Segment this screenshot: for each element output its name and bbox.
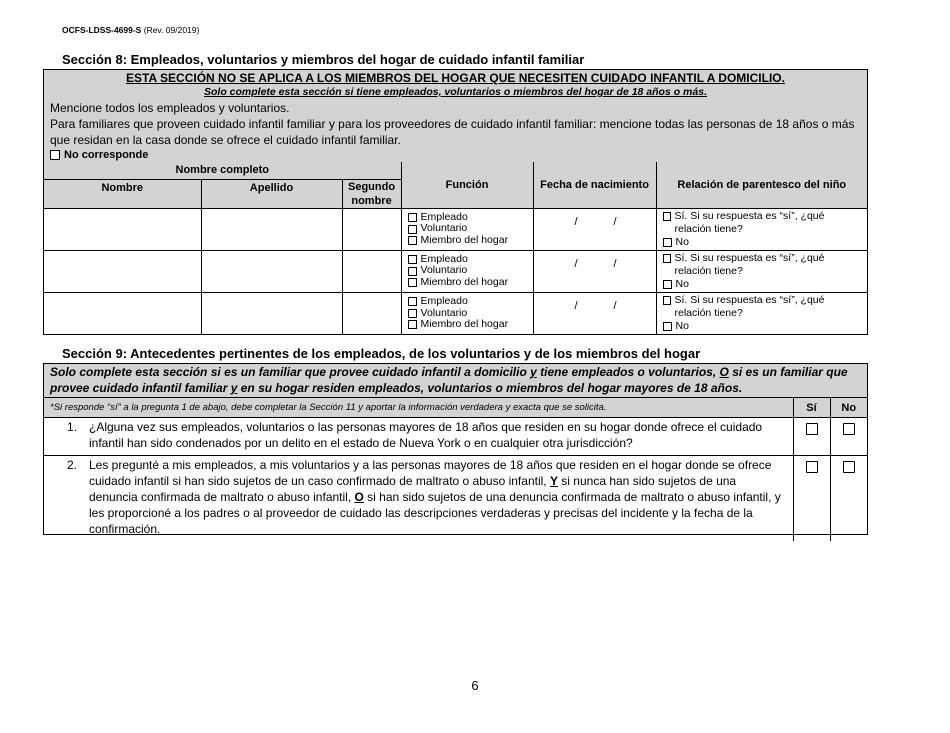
- section8-box: [43, 69, 868, 335]
- relation-yes-option[interactable]: Sí. Si su respuesta es “sí”, ¿qué relación tiene?: [663, 252, 864, 278]
- question-number: 2.: [66, 458, 77, 472]
- date-separator: /: [574, 299, 578, 312]
- question-number: 1.: [66, 420, 77, 434]
- question-2: [44, 456, 793, 542]
- checkbox[interactable]: [408, 309, 417, 318]
- relation-no-option[interactable]: No: [663, 236, 864, 249]
- table-row: [44, 292, 867, 334]
- checkbox[interactable]: [663, 212, 671, 221]
- col-first-name: Nombre: [44, 179, 201, 208]
- table-row: [44, 250, 867, 292]
- checkbox[interactable]: [408, 320, 417, 329]
- no-header: No: [830, 398, 867, 418]
- not-applicable-label: No corresponde: [64, 149, 149, 161]
- relation-yes-option[interactable]: Sí. Si su respuesta es “sí”, ¿qué relación tiene?: [663, 294, 864, 320]
- q2-yes-checkbox[interactable]: [806, 461, 818, 473]
- not-applicable-option[interactable]: [50, 149, 148, 161]
- form-id: [62, 25, 199, 35]
- relation-field: [656, 292, 867, 334]
- form-code: OCFS-LDSS-4699-S: [62, 25, 142, 35]
- middle-name-field[interactable]: [342, 250, 401, 292]
- col-relation: Relación de parentesco del niño: [656, 162, 867, 208]
- checkbox[interactable]: [408, 267, 417, 276]
- role-option-volunteer[interactable]: Voluntario: [408, 265, 533, 277]
- relation-no-option[interactable]: No: [663, 320, 864, 333]
- section8-table: [44, 162, 867, 334]
- col-role: Función: [401, 162, 533, 208]
- checkbox[interactable]: [408, 278, 417, 287]
- middle-name-field[interactable]: [342, 208, 401, 250]
- dob-field[interactable]: [533, 208, 656, 250]
- checkbox[interactable]: [408, 236, 417, 245]
- relation-no-option[interactable]: No: [663, 278, 864, 291]
- role-option-volunteer[interactable]: Voluntario: [408, 308, 533, 320]
- middle-name-field[interactable]: [342, 292, 401, 334]
- section8-header: [44, 70, 867, 162]
- role-option-employee[interactable]: Empleado: [408, 212, 533, 224]
- question-row: [44, 456, 867, 542]
- role-option-employee[interactable]: Empleado: [408, 254, 533, 266]
- checkbox[interactable]: [408, 213, 417, 222]
- yes-header: Sí: [793, 398, 830, 418]
- q1-yes-checkbox[interactable]: [806, 423, 818, 435]
- role-option-household[interactable]: Miembro del hogar: [408, 235, 533, 247]
- role-options: [401, 250, 533, 292]
- col-last-name: Apellido: [201, 179, 342, 208]
- checkbox[interactable]: [663, 238, 672, 247]
- section9-note: *Si responde “sí” a la pregunta 1 de abajo, debe completar la Sección 11 y aportar la información verdadera y exacta que se solicita.: [44, 398, 793, 418]
- checkbox[interactable]: [663, 296, 671, 305]
- first-name-field[interactable]: [44, 250, 201, 292]
- checkbox[interactable]: [408, 297, 417, 306]
- col-middle-name: Segundo nombre: [342, 179, 401, 208]
- section9-intro: Solo complete esta sección si es un familiar que provee cuidado infantil a domicilio y tiene empleados o voluntarios, O si es un familiar que provee cuidado infantil familiar y en su hogar residen empleados, voluntarios o miembros del hogar mayores de 18 años.: [44, 364, 867, 397]
- date-separator: /: [574, 215, 578, 228]
- checkbox[interactable]: [408, 225, 417, 234]
- first-name-field[interactable]: [44, 292, 201, 334]
- section9-table: [44, 397, 867, 541]
- checkbox[interactable]: [663, 280, 672, 289]
- date-separator: /: [613, 257, 617, 270]
- checkbox[interactable]: [408, 255, 417, 264]
- first-name-field[interactable]: [44, 208, 201, 250]
- last-name-field[interactable]: [201, 208, 342, 250]
- date-separator: /: [613, 215, 617, 228]
- table-row: [44, 208, 867, 250]
- section9-box: [43, 363, 868, 535]
- form-revision: (Rev. 09/2019): [143, 25, 200, 35]
- question-row: [44, 418, 867, 456]
- dob-field[interactable]: [533, 250, 656, 292]
- relation-field: [656, 250, 867, 292]
- col-dob: Fecha de nacimiento: [533, 162, 656, 208]
- checkbox[interactable]: [663, 322, 672, 331]
- role-option-employee[interactable]: Empleado: [408, 296, 533, 308]
- section8-title: Sección 8: Empleados, voluntarios y miembros del hogar de cuidado infantil familiar: [62, 52, 585, 67]
- relation-field: [656, 208, 867, 250]
- q2-no-checkbox[interactable]: [843, 461, 855, 473]
- date-separator: /: [574, 257, 578, 270]
- section8-subnotice: Solo complete esta sección si tiene empleados, voluntarios o miembros del hogar de 18 años o más.: [204, 86, 707, 98]
- role-options: [401, 208, 533, 250]
- role-option-volunteer[interactable]: Voluntario: [408, 223, 533, 235]
- section8-instruction2: Para familiares que proveen cuidado infantil familiar y para los proveedores de cuidado infantil familiar: mencione todas las personas de 18 años o más que residan en la casa donde se ofrece el cuidado infantil familiar.: [50, 117, 855, 147]
- dob-field[interactable]: [533, 292, 656, 334]
- checkbox[interactable]: [663, 254, 671, 263]
- last-name-field[interactable]: [201, 250, 342, 292]
- section8-instruction1: Mencione todos los empleados y voluntarios.: [50, 101, 290, 115]
- section9-title: Sección 9: Antecedentes pertinentes de los empleados, de los voluntarios y de los miembros del hogar: [62, 346, 701, 361]
- role-option-household[interactable]: Miembro del hogar: [408, 319, 533, 331]
- question-text: Les pregunté a mis empleados, a mis voluntarios y a las personas mayores de 18 años que residen en el hogar donde se ofrece cuidado infantil si han sido sujetos de un caso confirmado de maltrato o abuso infantil, Y si nunca han sido sujetos de una denuncia confirmada de maltrato o abuso infantil, O si han sido sujetos de una denuncia confirmada de maltrato o abuso infantil, y les proporcioné a los padres o al proveedor de cuidado las descripciones verdaderas y precisas del incidente y la fecha de la confirmación.: [89, 458, 781, 536]
- not-applicable-checkbox[interactable]: [50, 150, 60, 160]
- relation-yes-option[interactable]: Sí. Si su respuesta es “sí”, ¿qué relación tiene?: [663, 210, 864, 236]
- date-separator: /: [613, 299, 617, 312]
- role-option-household[interactable]: Miembro del hogar: [408, 277, 533, 289]
- question-1: [44, 418, 793, 456]
- last-name-field[interactable]: [201, 292, 342, 334]
- section8-notice: ESTA SECCIÓN NO SE APLICA A LOS MIEMBROS DEL HOGAR QUE NECESITEN CUIDADO INFANTIL A DOMICILIO.: [126, 71, 785, 85]
- q1-no-checkbox[interactable]: [843, 423, 855, 435]
- role-options: [401, 292, 533, 334]
- question-text: ¿Alguna vez sus empleados, voluntarios o las personas mayores de 18 años que residen en su hogar donde ofrece el cuidado infantil han sido condenados por un delito en el estado de Nueva York o en cualquier otra jurisdicción?: [89, 420, 763, 450]
- page-number: 6: [471, 678, 479, 693]
- col-full-name: Nombre completo: [44, 162, 401, 179]
